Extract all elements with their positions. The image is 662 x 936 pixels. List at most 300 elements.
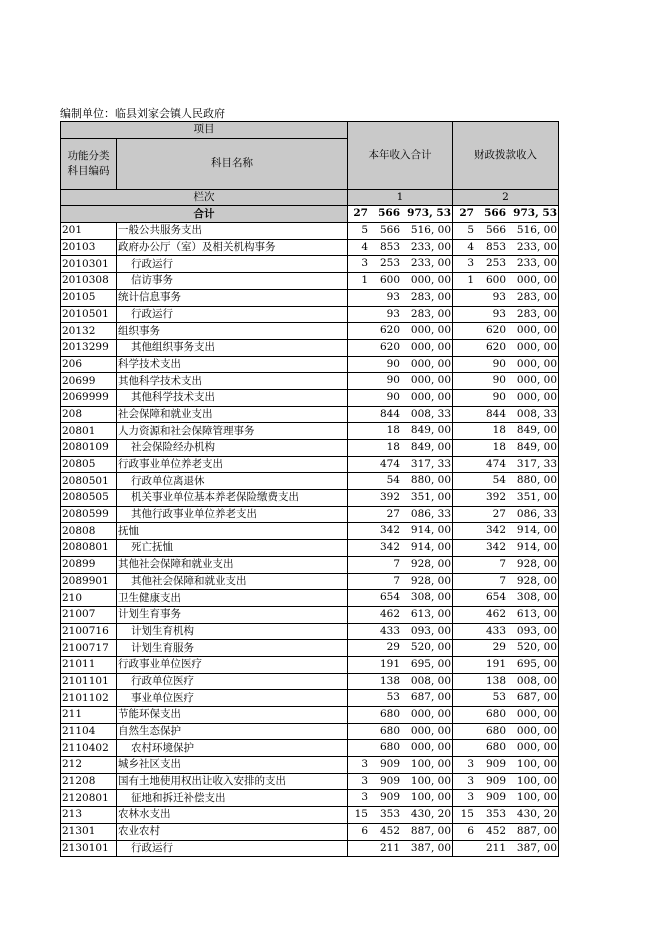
total-fiscal [453, 206, 559, 223]
fiscal-amount-part-3: 351, 00 [516, 491, 557, 504]
income-amount-part-3: 687, 00 [410, 691, 451, 704]
income-amount-part-2: 462 [379, 607, 400, 620]
income-amount [348, 840, 453, 857]
income-amount-part-3: 283, 00 [410, 290, 451, 303]
income-amount-part-3: 000, 00 [410, 374, 451, 387]
fiscal-column-number: 2 [453, 189, 559, 206]
fiscal-amount-part-1: 4 [467, 240, 474, 253]
income-amount [348, 306, 453, 323]
fiscal-amount [453, 506, 559, 523]
fiscal-amount-part-2: 680 [485, 741, 506, 754]
income-amount-part-2: 90 [386, 374, 400, 387]
subject-code: 208 [61, 406, 117, 423]
income-amount-part-2: 191 [379, 657, 400, 670]
subject-code: 2130101 [61, 840, 117, 857]
fiscal-amount-part-3: 308, 00 [516, 591, 557, 604]
income-amount [348, 389, 453, 406]
table-row [61, 757, 559, 774]
income-amount-part-1: 3 [361, 791, 368, 804]
fiscal-amount-part-2: 54 [492, 474, 506, 487]
income-amount-part-3: 000, 00 [410, 390, 451, 403]
income-amount-part-2: 680 [379, 724, 400, 737]
fiscal-amount [453, 473, 559, 490]
subject-name: 城乡社区支出 [117, 757, 348, 774]
fiscal-amount-part-2: 18 [492, 424, 506, 437]
subject-code: 201 [61, 223, 117, 240]
fiscal-amount-part-3: 283, 00 [516, 307, 557, 320]
fiscal-amount [453, 656, 559, 673]
table-row [61, 823, 559, 840]
subject-name: 其他组织事务支出 [117, 339, 348, 356]
income-amount-part-2: 138 [379, 674, 400, 687]
subject-code: 21208 [61, 773, 117, 790]
fiscal-amount-part-3: 000, 00 [516, 741, 557, 754]
subject-name: 统计信息事务 [117, 289, 348, 306]
table-row [61, 673, 559, 690]
subject-code: 211 [61, 707, 117, 724]
table-row [61, 289, 559, 306]
table-row [61, 590, 559, 607]
subject-code: 20699 [61, 373, 117, 390]
table-row [61, 406, 559, 423]
subject-code: 20105 [61, 289, 117, 306]
table-row [61, 239, 559, 256]
subject-code: 20899 [61, 556, 117, 573]
fiscal-amount-part-1: 3 [467, 758, 474, 771]
table-row [61, 256, 559, 273]
fiscal-amount-part-3: 000, 00 [516, 708, 557, 720]
subject-name: 机关事业单位基本养老保险缴费支出 [117, 490, 348, 507]
income-amount-part-3: 100, 00 [410, 774, 451, 787]
fiscal-amount-part-2: 93 [492, 290, 506, 303]
income-amount-part-2: 93 [386, 307, 400, 320]
fiscal-amount-part-3: 000, 00 [516, 324, 557, 337]
income-amount-part-3: 283, 00 [410, 307, 451, 320]
income-amount-part-2: 909 [379, 758, 400, 771]
income-amount [348, 623, 453, 640]
subject-name: 行政运行 [117, 306, 348, 323]
income-amount-part-2: 353 [379, 808, 400, 821]
subject-name: 农村环境保护 [117, 740, 348, 757]
income-amount [348, 289, 453, 306]
income-amount [348, 656, 453, 673]
income-amount-part-3: 613, 00 [410, 607, 451, 620]
fiscal-amount-part-2: 433 [485, 624, 506, 637]
income-amount-part-3: 928, 00 [410, 574, 451, 587]
income-amount-part-2: 29 [386, 641, 400, 654]
fiscal-amount-part-2: 909 [485, 774, 506, 787]
fiscal-amount-part-3: 100, 00 [516, 758, 557, 771]
income-amount-part-3: 914, 00 [410, 524, 451, 537]
fiscal-amount-part-3: 516, 00 [516, 224, 557, 237]
income-column-number: 1 [348, 189, 453, 206]
subject-code: 2080501 [61, 473, 117, 490]
income-total-header: 本年收入合计 [348, 122, 453, 190]
fiscal-amount-part-1: 3 [467, 774, 474, 787]
table-row [61, 690, 559, 707]
income-amount-part-1: 3 [361, 758, 368, 771]
income-amount-part-3: 233, 00 [410, 257, 451, 270]
income-amount-part-1: 6 [361, 824, 368, 837]
subject-name: 人力资源和社会保障管理事务 [117, 423, 348, 440]
income-amount [348, 423, 453, 440]
fiscal-amount [453, 556, 559, 573]
income-amount-part-2: 7 [393, 574, 400, 587]
fiscal-amount-part-3: 887, 00 [516, 824, 557, 837]
subject-name: 科学技术支出 [117, 356, 348, 373]
fiscal-amount-part-2: 342 [485, 524, 506, 537]
table-row [61, 456, 559, 473]
subject-name: 卫生健康支出 [117, 590, 348, 607]
income-amount-part-2: 93 [386, 290, 400, 303]
subject-code: 212 [61, 757, 117, 774]
fiscal-amount-part-2: 29 [492, 641, 506, 654]
subject-code: 21007 [61, 606, 117, 623]
fiscal-amount [453, 490, 559, 507]
income-amount-part-2: 452 [379, 824, 400, 837]
fiscal-amount [453, 573, 559, 590]
fiscal-amount-part-3: 000, 00 [516, 374, 557, 387]
table-row [61, 506, 559, 523]
code-header [61, 138, 117, 189]
fiscal-amount-part-3: 520, 00 [516, 641, 557, 654]
fiscal-amount-part-2: 18 [492, 441, 506, 453]
income-amount [348, 506, 453, 523]
income-amount-part-3: 430, 20 [410, 808, 451, 821]
subject-name: 行政单位离退休 [117, 473, 348, 490]
table-row [61, 356, 559, 373]
fiscal-amount-part-3: 880, 00 [516, 474, 557, 487]
fiscal-amount-part-3: 000, 00 [516, 357, 557, 370]
subject-name: 社会保障和就业支出 [117, 406, 348, 423]
fiscal-amount-part-2: 620 [485, 340, 506, 353]
fiscal-amount-part-3: 008, 00 [516, 674, 557, 687]
fiscal-amount [453, 757, 559, 774]
fiscal-amount-part-3: 430, 20 [516, 808, 557, 821]
fiscal-amount-part-2: 462 [485, 607, 506, 620]
income-amount [348, 339, 453, 356]
subject-code: 21301 [61, 823, 117, 840]
table-row [61, 440, 559, 457]
subject-code: 2010501 [61, 306, 117, 323]
table-row [61, 656, 559, 673]
fiscal-amount-part-3: 317, 33 [516, 457, 557, 470]
income-amount-part-2: 18 [386, 424, 400, 437]
subject-code: 2010301 [61, 256, 117, 273]
income-amount-part-1: 1 [361, 274, 368, 287]
fiscal-amount [453, 440, 559, 457]
fiscal-amount [453, 723, 559, 740]
fiscal-amount-part-2: 680 [485, 708, 506, 720]
income-amount-part-3: 520, 00 [410, 641, 451, 654]
table-row [61, 339, 559, 356]
income-amount [348, 757, 453, 774]
income-amount-part-3: 000, 00 [410, 724, 451, 737]
subject-name: 计划生育事务 [117, 606, 348, 623]
income-amount-part-3: 695, 00 [410, 657, 451, 670]
fiscal-amount-part-3: 093, 00 [516, 624, 557, 637]
income-amount-part-3: 000, 00 [410, 340, 451, 353]
income-amount-part-3: 849, 00 [410, 441, 451, 453]
fiscal-amount [453, 740, 559, 757]
subject-name: 社会保险经办机构 [117, 440, 348, 457]
fiscal-amount [453, 356, 559, 373]
subject-code: 2101101 [61, 673, 117, 690]
income-amount-part-2: 853 [379, 240, 400, 253]
subject-code: 20805 [61, 456, 117, 473]
income-amount [348, 490, 453, 507]
fiscal-amount-part-3: 695, 00 [516, 657, 557, 670]
subject-name: 政府办公厅（室）及相关机构事务 [117, 239, 348, 256]
income-amount [348, 473, 453, 490]
fiscal-amount-part-2: 211 [485, 841, 506, 854]
fiscal-amount-part-3: 914, 00 [516, 541, 557, 554]
fiscal-amount-part-1: 3 [467, 257, 474, 270]
fiscal-amount-part-2: 620 [485, 324, 506, 337]
fiscal-amount-part-2: 342 [485, 541, 506, 554]
fiscal-amount [453, 673, 559, 690]
table-row [61, 573, 559, 590]
fiscal-amount [453, 323, 559, 340]
table-row [61, 773, 559, 790]
table-row [61, 623, 559, 640]
income-amount-part-2: 654 [379, 591, 400, 604]
table-row [61, 323, 559, 340]
subject-name: 其他行政事业单位养老支出 [117, 506, 348, 523]
fiscal-amount [453, 423, 559, 440]
fiscal-amount-part-3: 100, 00 [516, 791, 557, 804]
subject-code: 20132 [61, 323, 117, 340]
subject-code: 210 [61, 590, 117, 607]
subject-name: 一般公共服务支出 [117, 223, 348, 240]
income-amount-part-2: 433 [379, 624, 400, 637]
income-amount [348, 256, 453, 273]
fiscal-amount-part-2: 909 [485, 758, 506, 771]
income-amount-part-2: 18 [386, 441, 400, 453]
income-amount-part-1: 5 [361, 224, 368, 237]
subject-code: 20103 [61, 239, 117, 256]
fiscal-amount-part-2: 566 [485, 224, 506, 237]
fiscal-amount [453, 289, 559, 306]
income-budget-table [60, 121, 559, 857]
fiscal-amount [453, 273, 559, 290]
table-row [61, 540, 559, 557]
fiscal-amount-part-3: 928, 00 [516, 574, 557, 587]
fiscal-amount-part-2: 27 [492, 507, 506, 520]
fiscal-amount-part-3: 100, 00 [516, 774, 557, 787]
fiscal-amount-part-3: 687, 00 [516, 691, 557, 704]
fiscal-amount-part-3: 000, 00 [516, 340, 557, 353]
fiscal-amount [453, 256, 559, 273]
fiscal-amount-part-1: 15 [460, 808, 474, 821]
total-income-part-3: 973, 53 [407, 207, 451, 220]
subject-code: 2080599 [61, 506, 117, 523]
subject-code: 20801 [61, 423, 117, 440]
fiscal-amount-part-2: 53 [492, 691, 506, 704]
table-row [61, 223, 559, 240]
income-amount-part-3: 093, 00 [410, 624, 451, 637]
subject-code: 20808 [61, 523, 117, 540]
fiscal-amount [453, 773, 559, 790]
code-header-line-2: 科目编码 [67, 164, 110, 177]
table-row [61, 790, 559, 807]
fiscal-amount-part-3: 914, 00 [516, 524, 557, 537]
fiscal-amount [453, 406, 559, 423]
subject-name: 自然生态保护 [117, 723, 348, 740]
fiscal-amount-part-2: 90 [492, 374, 506, 387]
fiscal-amount-part-3: 000, 00 [516, 724, 557, 737]
income-amount-part-3: 887, 00 [410, 824, 451, 837]
table-row [61, 707, 559, 724]
income-amount-part-3: 387, 00 [410, 841, 451, 854]
fiscal-amount-part-2: 7 [499, 574, 506, 587]
subject-name: 行政事业单位养老支出 [117, 456, 348, 473]
income-amount [348, 606, 453, 623]
subject-name: 行政运行 [117, 256, 348, 273]
income-amount-part-3: 100, 00 [410, 758, 451, 771]
income-amount [348, 406, 453, 423]
income-amount-part-3: 086, 33 [410, 507, 451, 520]
income-amount-part-3: 914, 00 [410, 541, 451, 554]
subject-code: 206 [61, 356, 117, 373]
fiscal-amount [453, 707, 559, 724]
income-amount-part-3: 008, 33 [410, 407, 451, 420]
fiscal-amount [453, 389, 559, 406]
income-amount-part-2: 620 [379, 340, 400, 353]
code-header-line-1: 功能分类 [67, 149, 110, 162]
income-amount [348, 373, 453, 390]
income-amount-part-2: 620 [379, 324, 400, 337]
subject-name: 其他社会保障和就业支出 [117, 573, 348, 590]
total-income [348, 206, 453, 223]
income-amount-part-2: 680 [379, 741, 400, 754]
income-amount-part-2: 27 [386, 507, 400, 520]
subject-code: 2110402 [61, 740, 117, 757]
income-amount [348, 823, 453, 840]
fiscal-amount-part-2: 654 [485, 591, 506, 604]
table-row [61, 373, 559, 390]
income-amount [348, 640, 453, 657]
income-amount-part-2: 600 [379, 274, 400, 287]
table-row [61, 640, 559, 657]
income-amount-part-3: 000, 00 [410, 274, 451, 287]
income-amount-part-3: 233, 00 [410, 240, 451, 253]
income-amount [348, 239, 453, 256]
table-row [61, 490, 559, 507]
fiscal-amount [453, 623, 559, 640]
fiscal-allocation-header: 财政拨款收入 [453, 122, 559, 190]
subject-name: 计划生育服务 [117, 640, 348, 657]
income-amount-part-1: 3 [361, 774, 368, 787]
table-row [61, 273, 559, 290]
subject-name: 其他社会保障和就业支出 [117, 556, 348, 573]
income-amount-part-3: 000, 00 [410, 324, 451, 337]
table-row [61, 606, 559, 623]
fiscal-amount-part-3: 233, 00 [516, 240, 557, 253]
fiscal-amount-part-2: 909 [485, 791, 506, 804]
fiscal-amount-part-2: 90 [492, 390, 506, 403]
row-index-label: 栏次 [61, 189, 348, 206]
income-amount [348, 740, 453, 757]
fiscal-amount-part-2: 844 [485, 407, 506, 420]
income-amount-part-1: 15 [354, 808, 368, 821]
project-header: 项目 [61, 122, 348, 139]
income-amount-part-2: 253 [379, 257, 400, 270]
income-amount [348, 573, 453, 590]
fiscal-amount [453, 239, 559, 256]
subject-name: 组织事务 [117, 323, 348, 340]
income-amount-part-2: 211 [379, 841, 400, 854]
subject-name: 行政事业单位医疗 [117, 656, 348, 673]
fiscal-amount-part-2: 452 [485, 824, 506, 837]
income-amount-part-2: 54 [386, 474, 400, 487]
income-amount [348, 440, 453, 457]
income-amount-part-3: 100, 00 [410, 791, 451, 804]
fiscal-amount-part-2: 600 [485, 274, 506, 287]
income-amount-part-2: 909 [379, 791, 400, 804]
income-amount-part-3: 308, 00 [410, 591, 451, 604]
income-amount-part-2: 7 [393, 557, 400, 570]
total-label: 合计 [61, 206, 348, 223]
income-amount-part-2: 90 [386, 390, 400, 403]
income-amount [348, 356, 453, 373]
total-income-part-2: 566 [378, 207, 400, 220]
income-amount [348, 556, 453, 573]
total-fiscal-part-1: 27 [459, 207, 474, 220]
fiscal-amount-part-3: 613, 00 [516, 607, 557, 620]
fiscal-amount-part-3: 387, 00 [516, 841, 557, 854]
fiscal-amount-part-3: 849, 00 [516, 424, 557, 437]
fiscal-amount-part-1: 6 [467, 824, 474, 837]
subject-name: 国有土地使用权出让收入安排的支出 [117, 773, 348, 790]
fiscal-amount-part-2: 680 [485, 724, 506, 737]
subject-name: 其他科学技术支出 [117, 373, 348, 390]
fiscal-amount [453, 640, 559, 657]
income-amount [348, 590, 453, 607]
table-row [61, 423, 559, 440]
income-amount [348, 456, 453, 473]
subject-code: 2101102 [61, 690, 117, 707]
fiscal-amount [453, 523, 559, 540]
income-amount-part-1: 4 [361, 240, 368, 253]
table-row [61, 807, 559, 824]
fiscal-amount-part-1: 3 [467, 791, 474, 804]
income-amount [348, 523, 453, 540]
fiscal-amount-part-3: 008, 33 [516, 407, 557, 420]
fiscal-amount [453, 606, 559, 623]
income-amount-part-3: 928, 00 [410, 557, 451, 570]
subject-code: 2089901 [61, 573, 117, 590]
income-amount-part-3: 000, 00 [410, 708, 451, 720]
income-amount [348, 707, 453, 724]
subject-name: 征地和拆迁补偿支出 [117, 790, 348, 807]
fiscal-amount-part-3: 233, 00 [516, 257, 557, 270]
total-income-part-1: 27 [353, 207, 368, 220]
income-amount-part-3: 351, 00 [410, 491, 451, 504]
fiscal-amount [453, 823, 559, 840]
income-amount-part-2: 844 [379, 407, 400, 420]
fiscal-amount-part-2: 191 [485, 657, 506, 670]
total-row [61, 206, 559, 223]
income-amount-part-2: 680 [379, 708, 400, 720]
subject-name: 农业农村 [117, 823, 348, 840]
income-amount-part-3: 000, 00 [410, 741, 451, 754]
fiscal-amount-part-3: 000, 00 [516, 390, 557, 403]
table-row [61, 740, 559, 757]
income-amount [348, 223, 453, 240]
fiscal-amount [453, 807, 559, 824]
income-amount-part-1: 3 [361, 257, 368, 270]
